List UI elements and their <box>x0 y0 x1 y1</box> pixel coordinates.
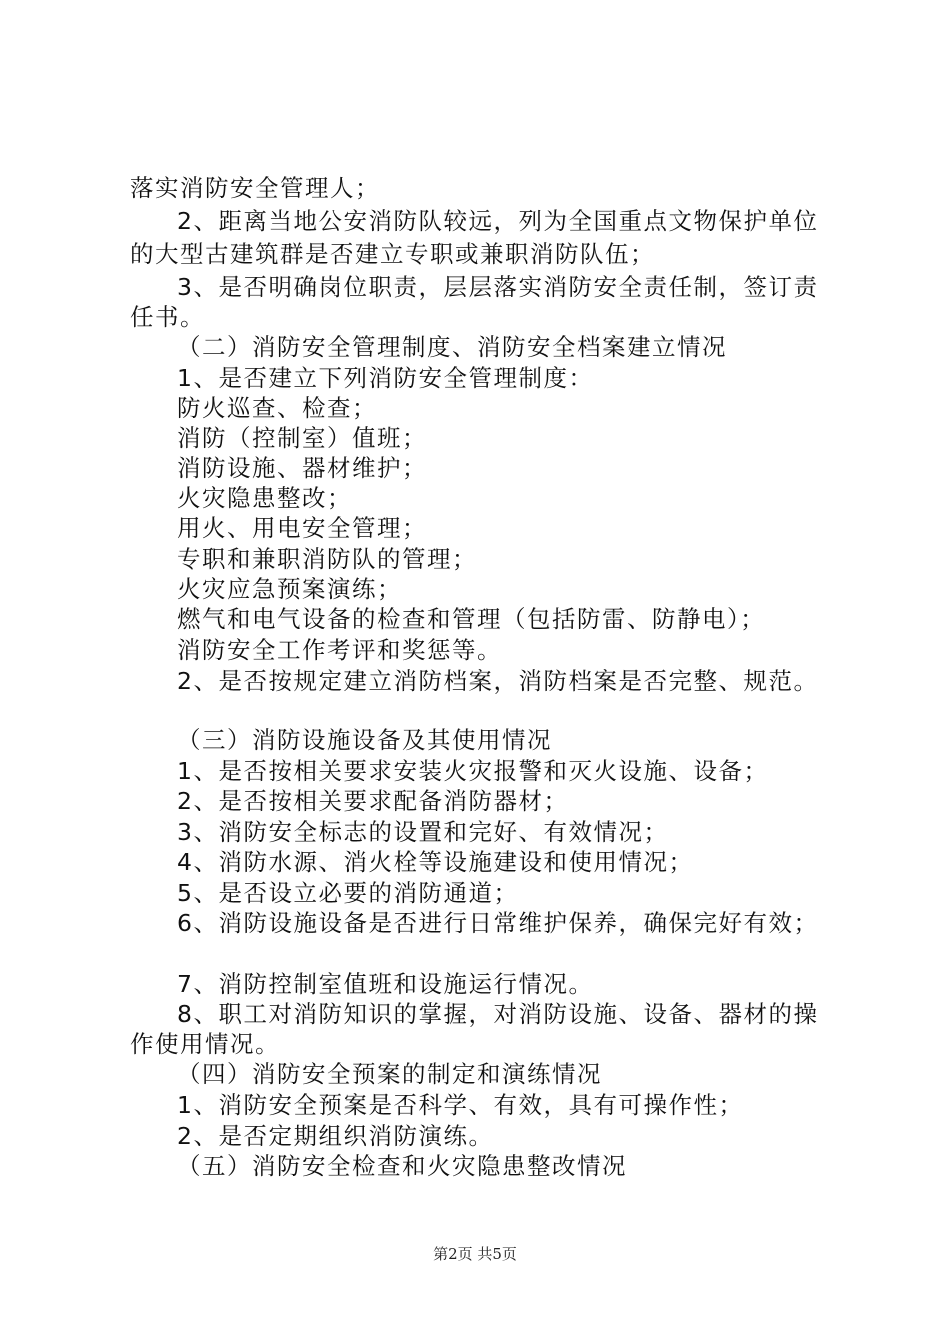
text-line: 消防设施、器材维护； <box>177 454 427 482</box>
text-line: 火灾应急预案演练； <box>177 575 402 603</box>
text-line: 2、距离当地公安消防队较远，列为全国重点文物保护单位 <box>177 207 819 235</box>
text-line: 的大型古建筑群是否建立专职或兼职消防队伍； <box>130 240 655 268</box>
text-line: 消防（控制室）值班； <box>177 424 427 452</box>
text-line: 用火、用电安全管理； <box>177 514 427 542</box>
text-line: 燃气和电气设备的检查和管理（包括防雷、防静电）； <box>177 605 766 633</box>
text-line: 8、职工对消防知识的掌握，对消防设施、设备、器材的操 <box>177 1000 819 1028</box>
section-heading: （三）消防设施设备及其使用情况 <box>177 726 552 754</box>
text-line: 落实消防安全管理人； <box>130 174 380 202</box>
text-line: 1、是否建立下列消防安全管理制度： <box>177 364 594 392</box>
text-line: 6、消防设施设备是否进行日常维护保养，确保完好有效； <box>177 909 819 937</box>
text-line: 5、是否设立必要的消防通道； <box>177 879 519 907</box>
text-line: 3、消防安全标志的设置和完好、有效情况； <box>177 818 669 846</box>
text-line: 2、是否按规定建立消防档案，消防档案是否完整、规范。 <box>177 667 819 695</box>
page-footer: 第2页 共5页 <box>433 1245 517 1263</box>
section-heading: （五）消防安全检查和火灾隐患整改情况 <box>177 1152 627 1180</box>
text-line: 1、是否按相关要求安装火灾报警和灭火设施、设备； <box>177 757 769 785</box>
text-line: 作使用情况。 <box>130 1030 280 1058</box>
text-line: 7、消防控制室值班和设施运行情况。 <box>177 970 594 998</box>
text-line: 防火巡查、检查； <box>177 394 377 422</box>
section-heading: （二）消防安全管理制度、消防安全档案建立情况 <box>177 333 727 361</box>
text-line: 火灾隐患整改； <box>177 484 352 512</box>
text-line: 专职和兼职消防队的管理； <box>177 545 477 573</box>
text-line: 任书。 <box>130 303 205 331</box>
text-line: 1、消防安全预案是否科学、有效，具有可操作性； <box>177 1091 744 1119</box>
text-line: 2、是否定期组织消防演练。 <box>177 1122 494 1150</box>
text-line: 3、是否明确岗位职责，层层落实消防安全责任制，签订责 <box>177 273 819 301</box>
text-line: 4、消防水源、消火栓等设施建设和使用情况； <box>177 848 694 876</box>
text-line: 2、是否按相关要求配备消防器材； <box>177 787 569 815</box>
section-heading: （四）消防安全预案的制定和演练情况 <box>177 1060 602 1088</box>
text-line: 消防安全工作考评和奖惩等。 <box>177 636 502 664</box>
